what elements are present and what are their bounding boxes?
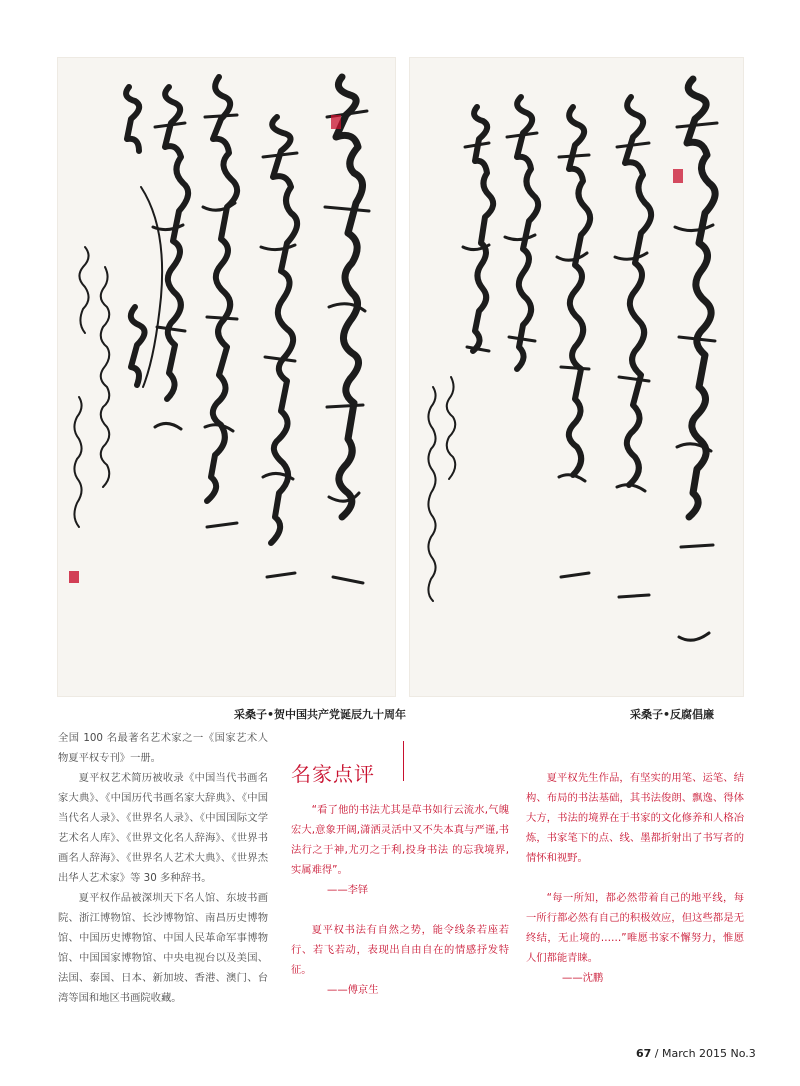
- bio-paragraph: 全国 100 名最著名艺术家之一《国家艺术人物夏平权专刊》一册。: [58, 732, 268, 764]
- review-signature: ——李铎: [327, 884, 369, 896]
- caption-left: 采桑子•贺中国共产党诞辰九十周年: [234, 708, 407, 721]
- calligraphy-artwork-right: [409, 57, 744, 697]
- review-column-left: [291, 800, 509, 1000]
- review-quote: “看了他的书法尤其是草书如行云流水,气魄宏大,意象开阔,潇洒灵活中又不失本真与严谨,书法行之于神,尤刃之于利,投身书法 的忘我境界,实属难得”。: [291, 804, 509, 876]
- bio-paragraph: 夏平权艺术简历被收录《中国当代书画名家大典》、《中国历代书画名家大辞典》、《中国当代名人录》、《世界名人录》、《中国国际文学艺术名人库》、《世界文化名人辞海》、《世界书画名人辞海》、《世界名人艺术大典》、《世界杰出华人艺术家》等 30 多种辞书。: [58, 772, 268, 884]
- review-quote: 夏平权书法有自然之势，能令线条若座若行、若飞若动，表现出自由自在的情感抒发特征。: [291, 924, 509, 976]
- page-number: 67: [636, 1047, 652, 1060]
- spacer: [526, 868, 744, 888]
- bio-paragraph: 夏平权作品被深圳天下名人馆、东坡书画院、浙江博物馆、长沙博物馆、南昌历史博物馆、中国历史博物馆、中国人民革命军事博物馆、中国国家博物馆、中央电视台以及美国、法国、泰国、日本、新加坡、香港、澳门、台湾等国和地区书画院收藏。: [58, 892, 268, 1004]
- review-section-title: 名家点评: [291, 762, 375, 786]
- caption-right: 采桑子•反腐倡廉: [630, 708, 715, 721]
- calligraphy-strokes-left: [57, 57, 396, 697]
- biography-column: [58, 728, 268, 1008]
- issue-label: / March 2015 No.3: [651, 1047, 756, 1060]
- review-signature: ——沈鹏: [562, 972, 604, 984]
- review-quote: “每一所知，都必然带着自己的地平线，每一所行都必然有自己的积极效应，但这些都是无终结，无止境的……”唯愿书家不懈努力，惟愿人们都能青睐。: [526, 892, 744, 964]
- calligraphy-artwork-left: [57, 57, 396, 697]
- calligraphy-strokes-right: [409, 57, 744, 697]
- title-divider: [403, 741, 404, 781]
- review-column-right: [526, 768, 744, 988]
- page-footer: [636, 1047, 756, 1060]
- spacer: [291, 900, 509, 920]
- review-quote: 夏平权先生作品，有坚实的用笔、运笔、结构、布局的书法基础，其书法俊朗、飘逸、得体大方，书法的境界在于书家的文化修养和人格冶炼，书家笔下的点、线、墨都折射出了书写者的情怀和视野。: [526, 772, 744, 864]
- review-signature: ——傅京生: [327, 984, 379, 996]
